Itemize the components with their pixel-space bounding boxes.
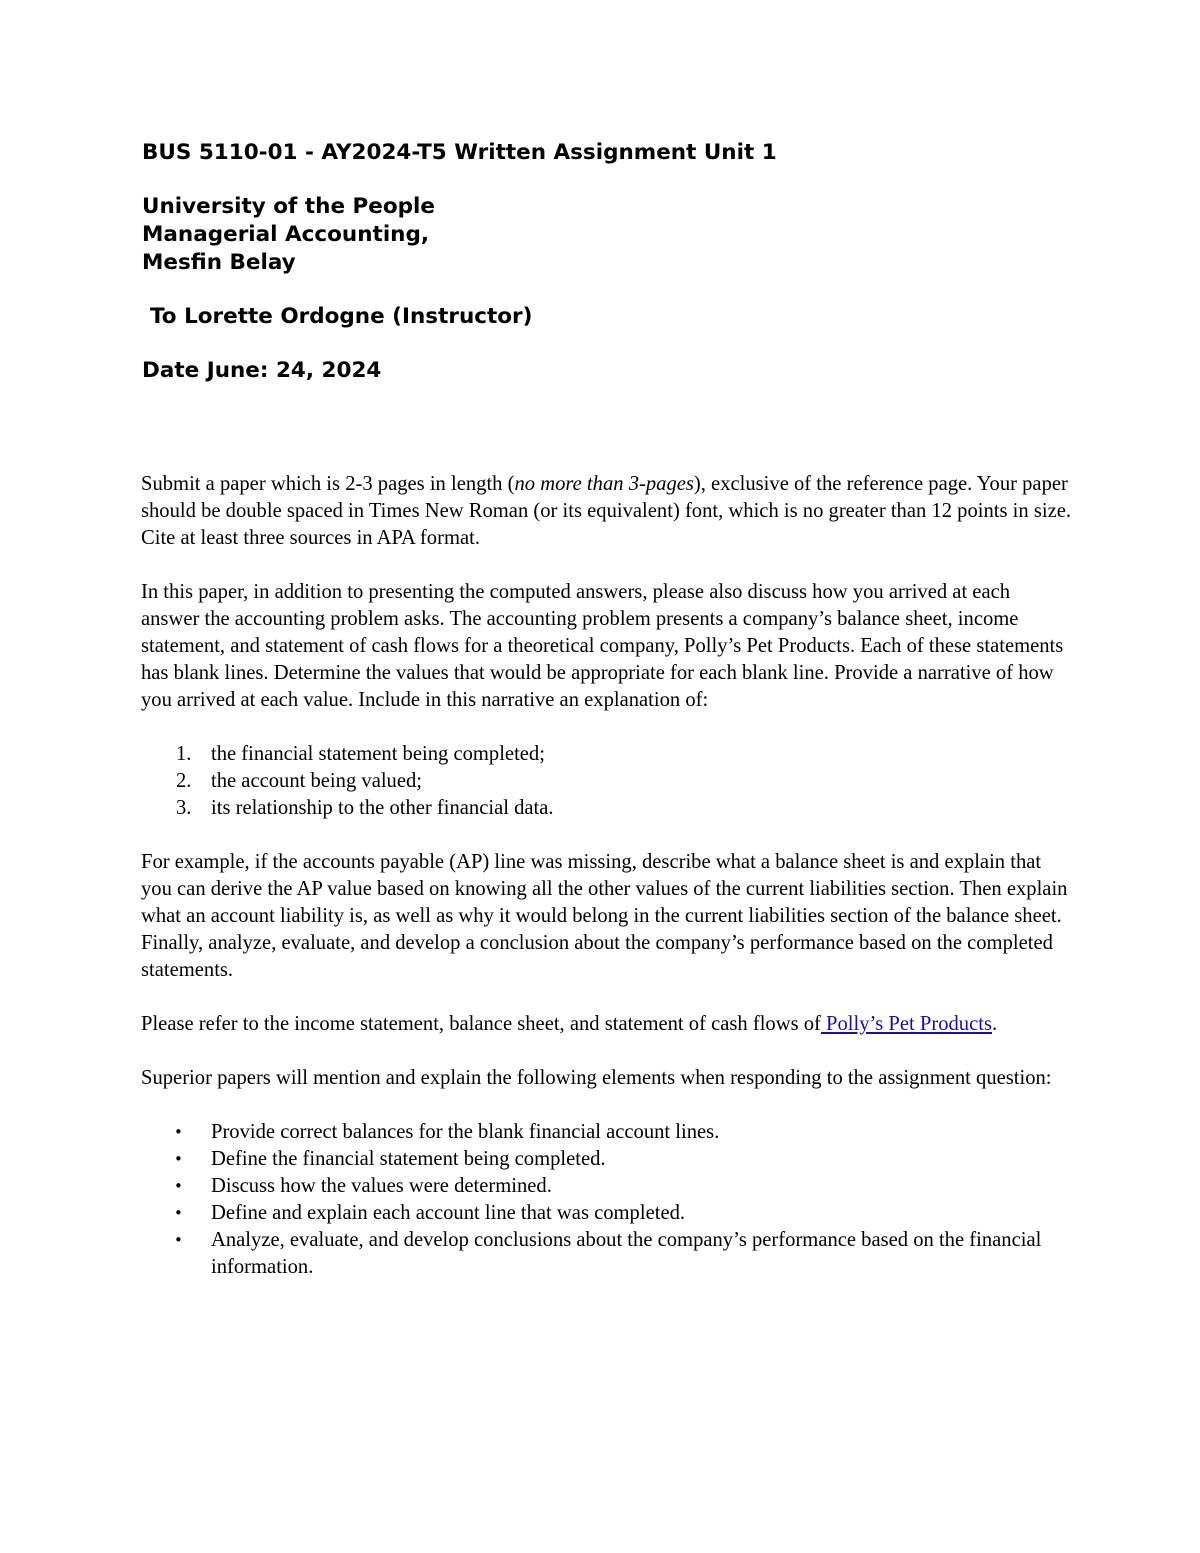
list-number: 3. [176,797,192,819]
bullet-icon: • [174,1204,183,1222]
list-item [141,741,1071,768]
paragraph-requirements [141,471,1071,552]
paragraph-text: Please refer to the income statement, balance sheet, and statement of cash flows of [141,1013,821,1035]
list-item-text: Analyze, evaluate, and develop conclusions about the company’s performance based on the financial information. [211,1229,1042,1278]
recipient-line: To Lorette Ordogne (Instructor) [150,304,533,329]
bullet-icon: • [174,1231,183,1249]
pollys-pet-products-link[interactable]: Polly’s Pet Products [820,1013,992,1035]
list-item [141,768,1071,795]
paragraph-example: For example, if the accounts payable (AP) line was missing, describe what a balance sheet is and explain that you can derive the AP value based on knowing all the other values of the current liabilities section. Then explain what an account liability is, as well as why it would belong in the current liabilities section of the balance sheet. Finally, analyze, evaluate, and develop a conclusion about the company’s performance based on the completed statements. [141,851,1068,981]
paragraph-text: ), exclusive of the reference page. Your paper should be double spaced in Times New Roman (or its equivalent) font, which is no greater than 12 points in size. Cite at least three sources in APA format. [141,473,1071,549]
paragraph-text: Submit a paper which is 2-3 pages in length ( [141,473,515,495]
list-item [141,1146,1071,1173]
list-item-text: the financial statement being completed; [211,743,545,765]
date-line: Date June: 24, 2024 [142,358,382,383]
list-item-text: Discuss how the values were determined. [211,1175,552,1197]
paragraph-superior-papers: Superior papers will mention and explain the following elements when responding to the assignment question: [141,1067,1052,1089]
university-name: University of the People [142,194,435,219]
numbered-list [141,741,1071,822]
list-number: 2. [176,770,192,792]
course-name: Managerial Accounting, [142,222,430,247]
bullet-icon: • [174,1150,183,1168]
bullet-list [141,1119,1071,1281]
course-title: BUS 5110-01 - AY2024-T5 Written Assignment Unit 1 [142,140,777,165]
list-item [141,795,1071,822]
bullet-icon: • [174,1177,183,1195]
document-header [142,139,1102,385]
paragraph-reference [141,1011,1071,1038]
list-item-text: its relationship to the other financial data. [211,797,554,819]
list-item [141,1227,1071,1281]
document-body [141,471,1071,1308]
list-item [141,1200,1071,1227]
paragraph-text: . [991,1013,998,1035]
list-item [141,1173,1071,1200]
list-item-text: the account being valued; [211,770,423,792]
emphasis-text: no more than 3-pages [514,473,694,495]
author-name: Mesfin Belay [142,250,296,275]
list-item-text: Define the financial statement being completed. [211,1148,606,1170]
list-number: 1. [176,743,192,765]
bullet-icon: • [174,1123,183,1141]
paragraph-instructions: In this paper, in addition to presenting the computed answers, please also discuss how you arrived at each answer the accounting problem asks. The accounting problem presents a company’s balance sheet, income statement, and statement of cash flows for a theoretical company, Polly’s Pet Products. Each of these statements has blank lines. Determine the values that would be appropriate for each blank line. Provide a narrative of how you arrived at each value. Include in this narrative an explanation of: [141,581,1064,711]
list-item [141,1119,1071,1146]
list-item-text: Define and explain each account line that was completed. [211,1202,686,1224]
list-item-text: Provide correct balances for the blank financial account lines. [211,1121,720,1143]
